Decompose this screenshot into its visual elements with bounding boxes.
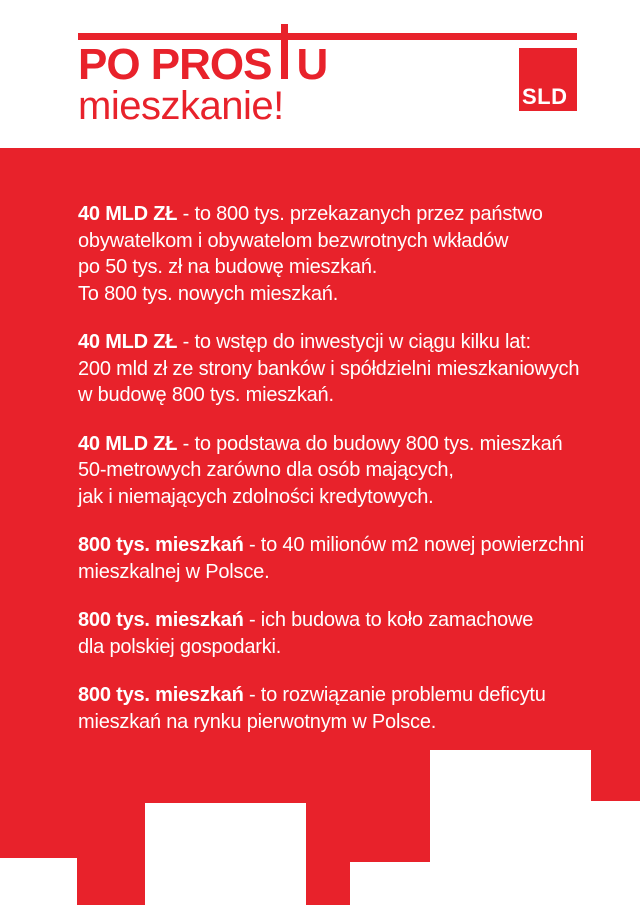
skyline-building-block-1 [0, 858, 77, 905]
title-letter-t-stem [272, 48, 297, 79]
paragraph-lead: 800 tys. mieszkań [78, 609, 244, 631]
page-subtitle: mieszkanie! [78, 84, 284, 128]
paragraph-lead: 800 tys. mieszkań [78, 684, 244, 706]
title-text-left: PO PROS [78, 40, 272, 89]
skyline-building-block-4 [430, 750, 591, 905]
body-copy [78, 201, 608, 757]
paragraph-lead: 40 MLD ZŁ [78, 203, 178, 225]
body-paragraph: 800 tys. mieszkań - ich budowa to koło zamachowe dla polskiej gospodarki. [78, 609, 534, 658]
body-paragraph: 40 MLD ZŁ - to wstęp do inwestycji w ciągu kilku lat: 200 mld zł ze strony banków i spółdzielni mieszkaniowych w budowę 800 tys. mieszkań. [78, 331, 580, 406]
paragraph-lead: 40 MLD ZŁ [78, 432, 178, 455]
header [0, 0, 640, 148]
body-paragraph: 800 tys. mieszkań - to rozwiązanie problemu deficytu mieszkań na rynku pierwotnym w Polsce. [78, 684, 546, 733]
skyline-building-block-2 [145, 803, 306, 905]
paragraph-lead: 800 tys. mieszkań [78, 534, 244, 556]
sld-logo-text: SLD [522, 84, 568, 109]
page-title [78, 40, 327, 90]
title-text-right: U [296, 40, 328, 89]
content-section [0, 148, 640, 905]
body-paragraph: 40 MLD ZŁ - to podstawa do budowy 800 tys. mieszkań 50-metrowych zarówno dla osób mających, jak i niemających zdolności kredytowych. [78, 432, 563, 508]
skyline-building-block-3 [350, 862, 430, 905]
header-top-bar [78, 33, 577, 40]
body-paragraph: 800 tys. mieszkań - to 40 milionów m2 nowej powierzchni mieszkalnej w Polsce. [78, 534, 584, 583]
skyline-building-block-5 [591, 801, 640, 905]
sld-logo [519, 48, 577, 111]
paragraph-lead: 40 MLD ZŁ [78, 331, 178, 353]
body-paragraph: 40 MLD ZŁ - to 800 tys. przekazanych przez państwo obywatelkom i obywatelom bezwrotnych wkładów po 50 tys. zł na budowę mieszkań. To 800 tys. nowych mieszkań. [78, 203, 543, 305]
